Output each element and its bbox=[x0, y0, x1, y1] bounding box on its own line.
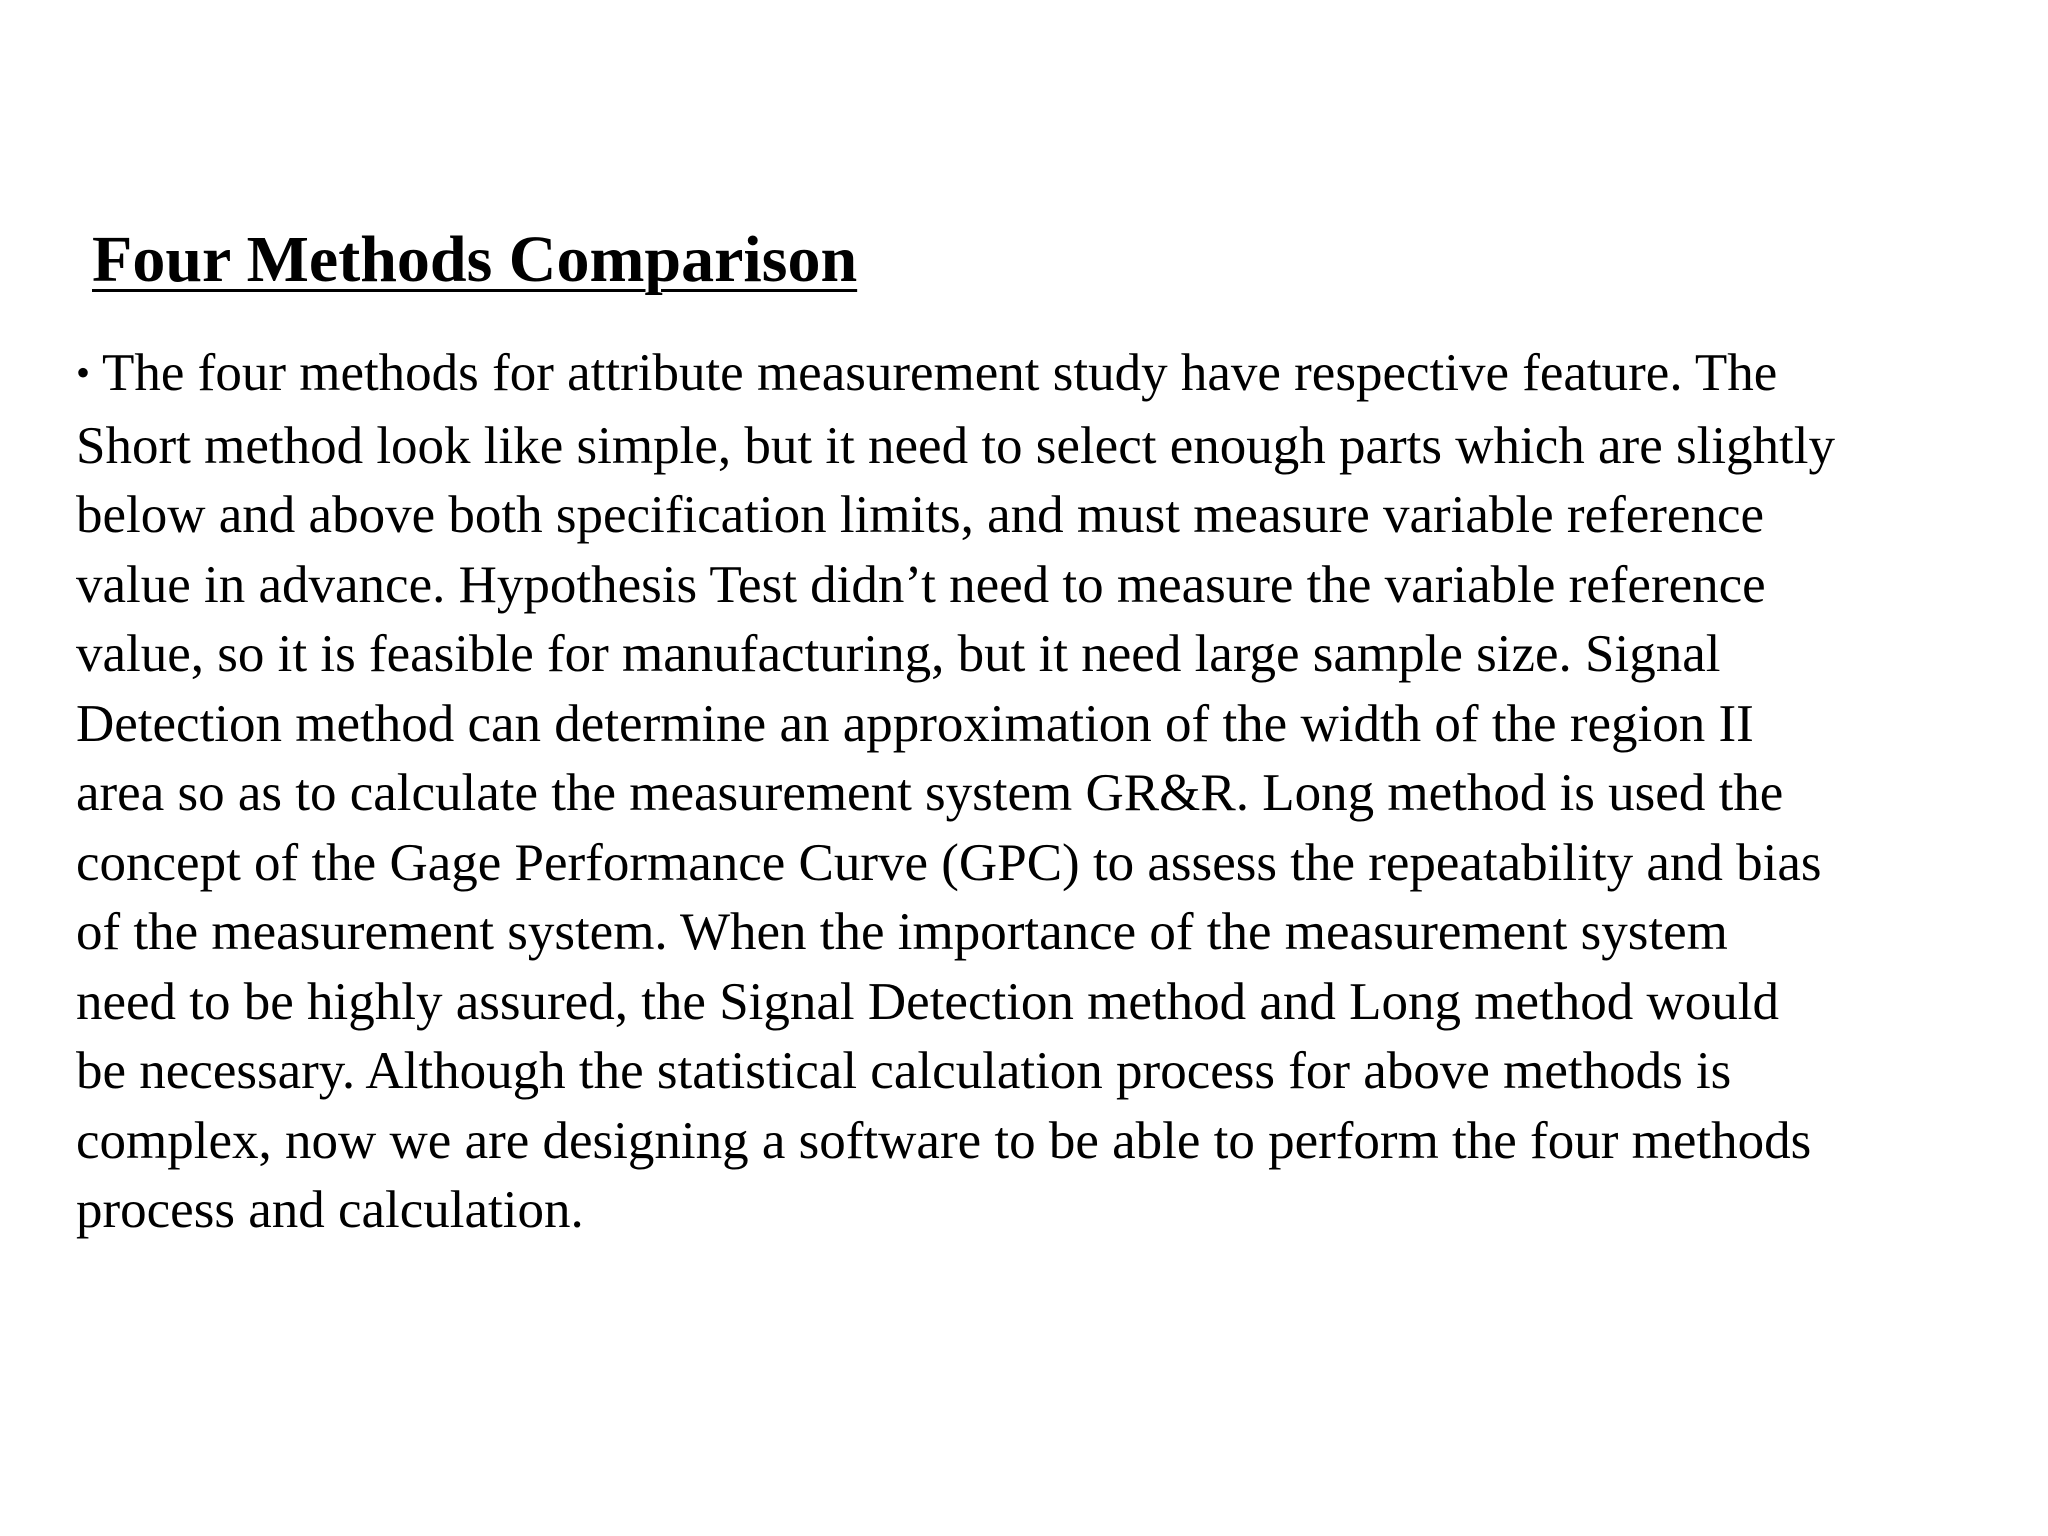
bullet-icon: • bbox=[76, 350, 91, 395]
paragraph-line-9: of the measurement system. When the importance of the measurement system bbox=[76, 903, 1728, 961]
paragraph-line-10: need to be highly assured, the Signal Detection method and Long method would bbox=[76, 972, 1780, 1031]
paragraph-line-4: value in advance. Hypothesis Test didn’t need to measure the variable reference bbox=[76, 555, 1766, 614]
paragraph-line-3: below and above both specification limits, and must measure variable reference bbox=[76, 486, 1765, 544]
bullet-paragraph bbox=[76, 339, 2001, 1246]
paragraph-line-1 bbox=[76, 339, 2001, 412]
slide-title: Four Methods Comparison bbox=[92, 223, 858, 296]
paragraph-line-5: value, so it is feasible for manufacturing, but it need large sample size. Signal bbox=[76, 625, 1721, 683]
paragraph-line-2: Short method look like simple, but it need to select enough parts which are slightly bbox=[76, 416, 1835, 475]
paragraph-line-13: process and calculation. bbox=[76, 1181, 584, 1239]
paragraph-line-11: be necessary. Although the statistical calculation process for above methods is bbox=[76, 1042, 1732, 1100]
paragraph-line-8: concept of the Gage Performance Curve (GPC) to assess the repeatability and bias bbox=[76, 833, 1822, 892]
paragraph-line-6: Detection method can determine an approximation of the width of the region II bbox=[76, 694, 1754, 753]
paragraph-line-1-text: The four methods for attribute measurement study have respective feature. The bbox=[102, 344, 1778, 402]
paragraph-line-12: complex, now we are designing a software to be able to perform the four methods bbox=[76, 1111, 1812, 1170]
paragraph-line-7: area so as to calculate the measurement system GR&R. Long method is used the bbox=[76, 764, 1784, 822]
